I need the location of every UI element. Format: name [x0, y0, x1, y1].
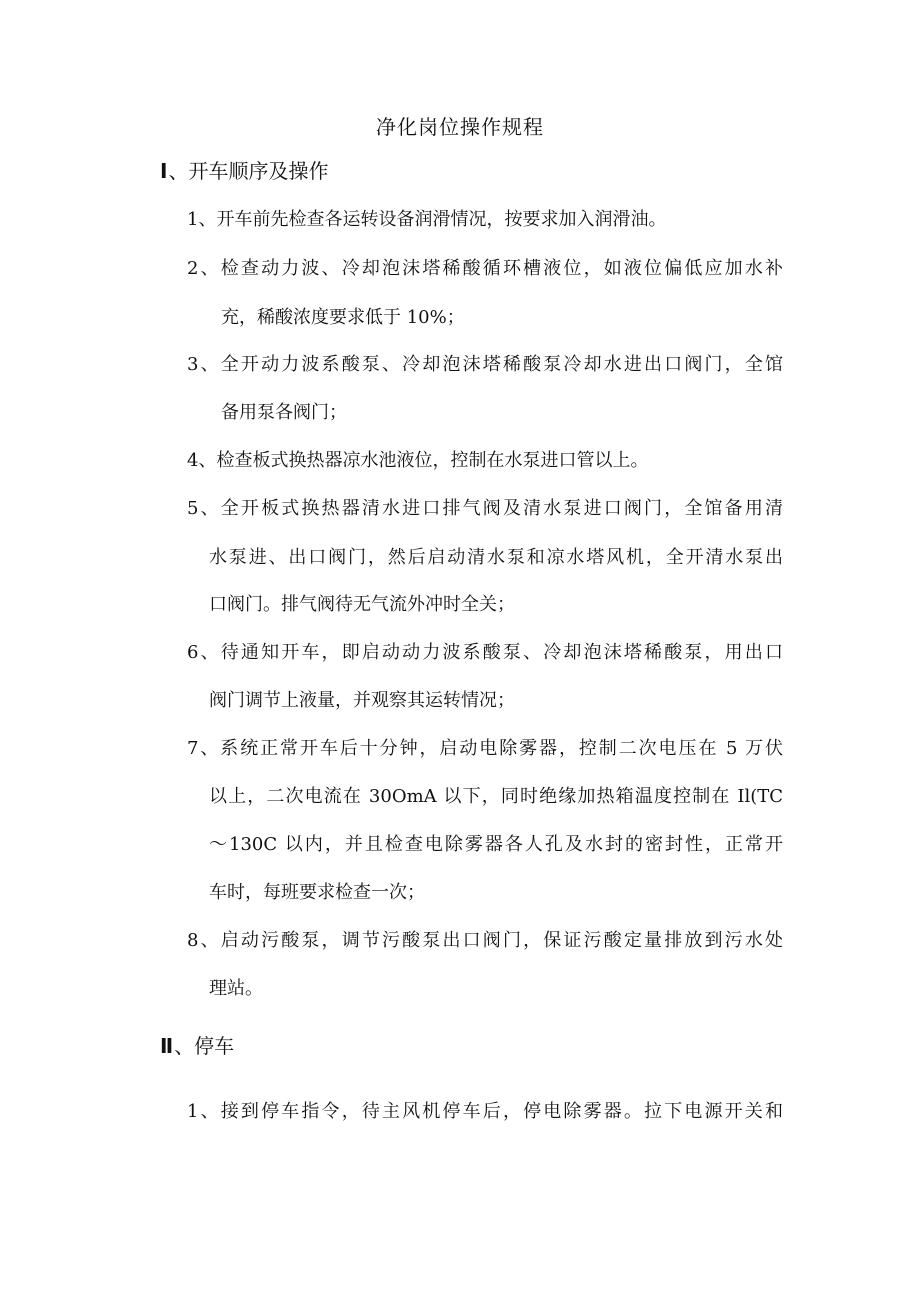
document-title: 净化岗位操作规程: [376, 115, 544, 139]
paragraph-line: 水泵进、出口阀门，然后启动清水泵和凉水塔风机，全开清水泵出: [209, 547, 783, 568]
paragraph-line: 2、检查动力波、冷却泡沫塔稀酸循环槽液位，如液位偏低应加水补: [187, 258, 783, 279]
paragraph-line: 口阀门。排气阀待无气流外冲时全关；: [209, 594, 515, 615]
section-numeral: Ⅰ: [160, 159, 169, 183]
section-heading-startup: [160, 156, 328, 186]
section-numeral: Ⅱ: [160, 1034, 175, 1058]
paragraph-line: 车时，每班要求检查一次；: [209, 882, 425, 903]
section-heading-text: 、开车顺序及操作: [168, 159, 329, 183]
paragraph-line: 充，稀酸浓度要求低于 10%；: [221, 307, 465, 328]
paragraph-line: 7、系统正常开车后十分钟，启动电除雾器，控制二次电压在 5 万伏: [187, 738, 783, 759]
paragraph-line: 以上，二次电流在 30OmA 以下，同时绝缘加热箱温度控制在 Il(TC: [209, 786, 783, 807]
paragraph-line: 1、接到停车指令，待主风机停车后，停电除雾器。拉下电源开关和: [187, 1101, 783, 1122]
paragraph-line: 8、启动污酸泵，调节污酸泵出口阀门，保证污酸定量排放到污水处: [187, 930, 783, 951]
paragraph-line: ～130C 以内，并且检查电除雾器各人孔及水封的密封性，正常开: [209, 834, 783, 855]
paragraph-line: 5、全开板式换热器清水进口排气阀及清水泵进口阀门，全馆备用清: [187, 498, 783, 519]
section-heading-shutdown: [160, 1031, 234, 1061]
paragraph-line: 4、检查板式换热器凉水池液位，控制在水泵进口管以上。: [187, 450, 649, 471]
paragraph-line: 阀门调节上液量，并观察其运转情况；: [209, 690, 515, 711]
paragraph-line: 备用泵各阀门；: [221, 402, 347, 423]
paragraph-line: 6、待通知开车，即启动动力波系酸泵、冷却泡沫塔稀酸泵，用出口: [187, 642, 783, 663]
section-heading-text: 、停车: [174, 1034, 235, 1058]
paragraph-line: 3、全开动力波系酸泵、冷却泡沫塔稀酸泵冷却水进出口阀门，全馆: [187, 354, 783, 375]
paragraph-line: 理站。: [209, 978, 263, 999]
paragraph-line: 1、开车前先检查各运转设备润滑情况，按要求加入润滑油。: [187, 209, 667, 230]
